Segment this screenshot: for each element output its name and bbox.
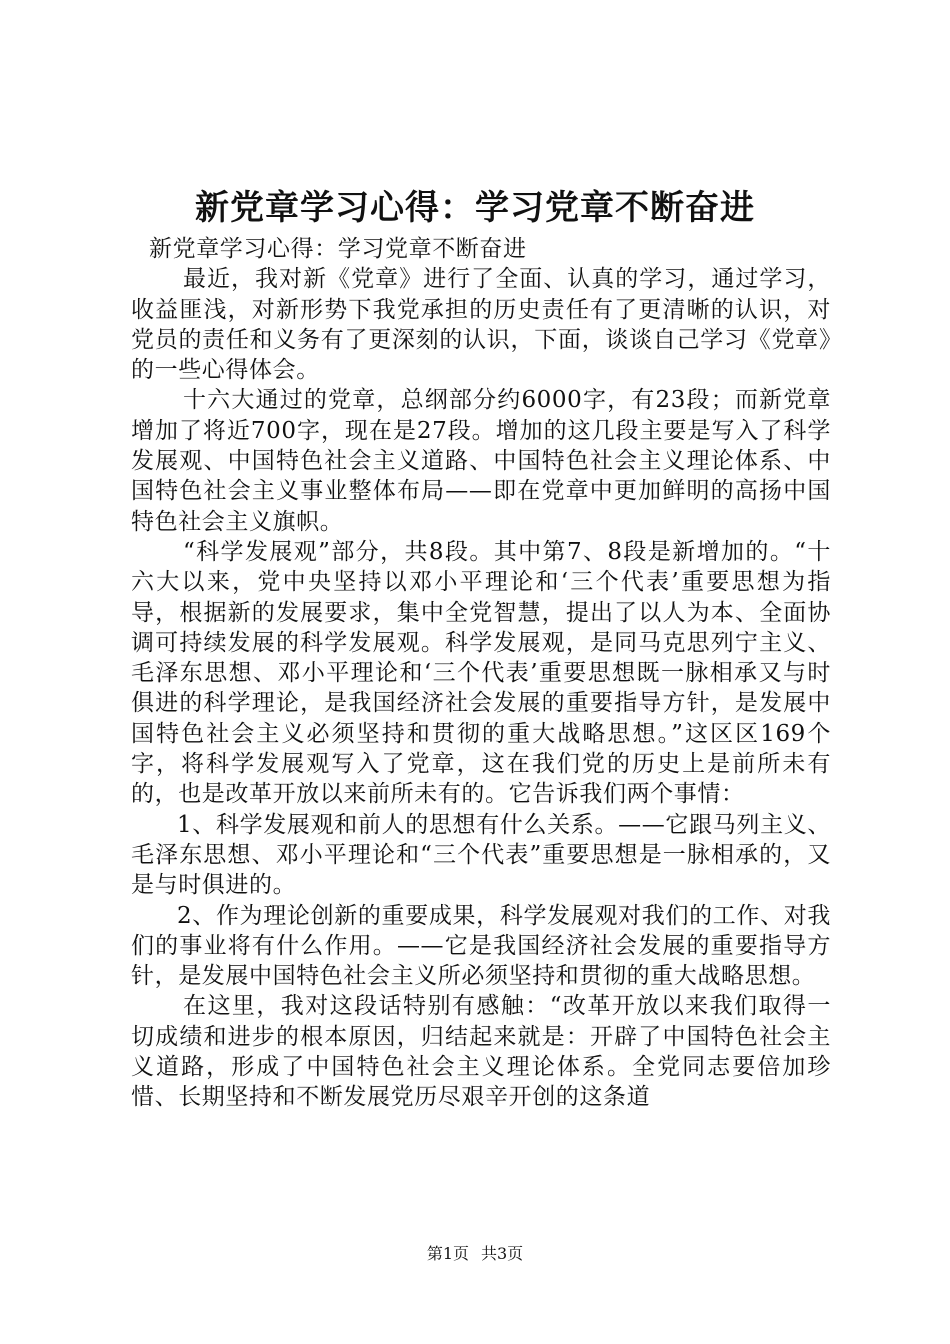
body-paragraph-subtitle: 新党章学习心得：学习党章不断奋进 bbox=[149, 236, 527, 262]
body-paragraph-list-item: 1、科学发展观和前人的思想有什么关系。——它跟马列主义、毛泽东思想、邓小平理论和“三个代表”重要思想是一脉相承的，又是与时俱进的。 bbox=[131, 811, 831, 899]
document-body bbox=[131, 234, 831, 1113]
page-footer bbox=[0, 1243, 950, 1265]
page-total: 共3页 bbox=[481, 1244, 524, 1263]
body-paragraph: 在这里，我对这段话特别有感触：“改革开放以来我们取得一切成绩和进步的根本原因，归结起来就是：开辟了中国特色社会主义道路，形成了中国特色社会主义理论体系。全党同志要倍加珍惜、长期坚持和不断发展党历尽艰辛开创的这条道 bbox=[131, 993, 831, 1111]
document-title: 新党章学习心得：学习党章不断奋进 bbox=[195, 188, 755, 228]
body-paragraph-list-item: 2、作为理论创新的重要成果，科学发展观对我们的工作、对我们的事业将有什么作用。——它是我国经济社会发展的重要指导方针，是发展中国特色社会主义所必须坚持和贯彻的重大战略思想。 bbox=[131, 902, 831, 990]
body-paragraph: 最近，我对新《党章》进行了全面、认真的学习，通过学习，收益匪浅，对新形势下我党承担的历史责任有了更清晰的认识，对党员的责任和义务有了更深刻的认识，下面，谈谈自己学习《党章》的一些心得体会。 bbox=[131, 266, 831, 384]
body-paragraph: 十六大通过的党章，总纲部分约6000字，有23段；而新党章增加了将近700字，现在是27段。增加的这几段主要是写入了科学发展观、中国特色社会主义道路、中国特色社会主义理论体系、中国特色社会主义事业整体布局——即在党章中更加鲜明的高扬中国特色社会主义旗帜。 bbox=[131, 387, 831, 535]
page-number: 第1页 bbox=[426, 1244, 469, 1263]
body-paragraph: “科学发展观”部分，共8段。其中第7、8段是新增加的。“十六大以来，党中央坚持以邓小平理论和‘三个代表’重要思想为指导，根据新的发展要求，集中全党智慧，提出了以人为本、全面协调可持续发展的科学发展观。科学发展观，是同马克思列宁主义、毛泽东思想、邓小平理论和‘三个代表’重要思想既一脉相承又与时俱进的科学理论，是我国经济社会发展的重要指导方针，是发展中国特色社会主义必须坚持和贯彻的重大战略思想。”这区区169个字，将科学发展观写入了党章，这在我们党的历史上是前所未有的，也是改革开放以来前所未有的。它告诉我们两个事情： bbox=[131, 538, 831, 808]
